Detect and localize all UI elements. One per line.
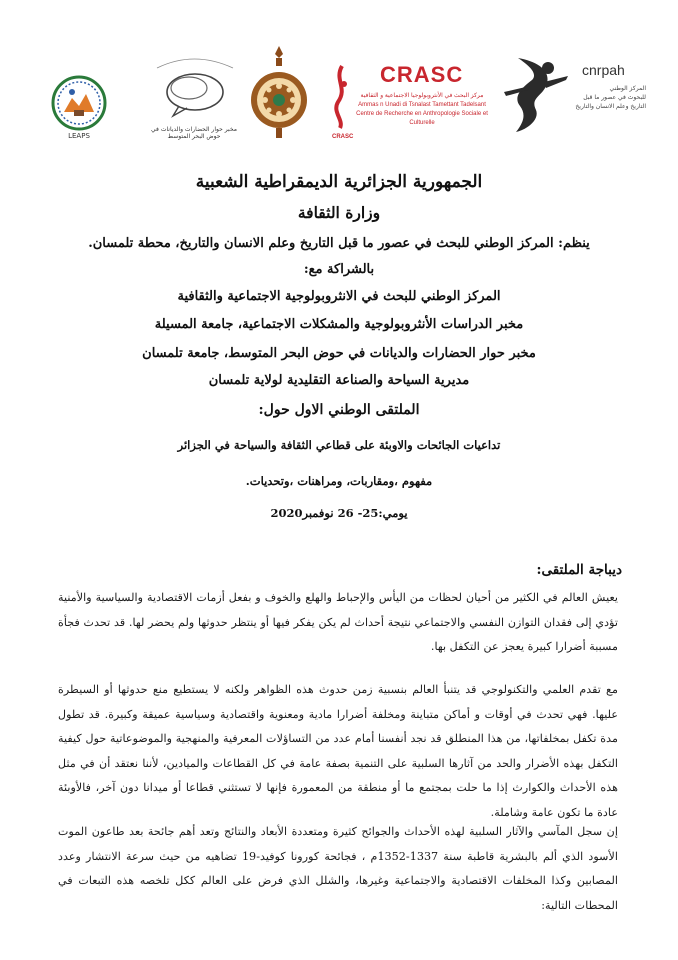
forum-title: الملتقى الوطني الاول حول:: [258, 402, 420, 418]
crasc-line-fr: Centre de Recherche en Anthropologie Sociale et Culturelle: [356, 111, 488, 126]
logo-row: [44, 42, 648, 147]
partner-4: مديرية السياحة والصناعة التقليدية لولاية تلمسان: [208, 373, 470, 388]
forum-date: يومي:25- 26 نوفمبر2020: [270, 506, 408, 520]
leaps-logo: [50, 74, 108, 140]
preamble-paragraph-1: [58, 586, 618, 660]
preamble-title: ديباجة الملتقى:: [536, 562, 622, 578]
leaps-caption: LEAPS: [68, 132, 90, 140]
dialogue-bubbles-icon: [149, 48, 239, 126]
forum-subtopic: مفهوم ،ومقاربات، ومراهنات ،وتحديات.: [245, 474, 433, 488]
forum-topic: تداعيات الجائحات والاوبئة على قطاعي الثقافة والسياحة في الجزائر: [177, 438, 501, 452]
crasc-small-label: CRASC: [332, 134, 354, 140]
partner-2: مخبر الدراسات الأنثروبولوجية والمشكلات الاجتماعية، جامعة المسيلة: [154, 317, 524, 332]
paragraph-text: إن سجل المآسي والآثار السلبية لهذه الأحداث والجوائح كثيرة ومتعددة الأبعاد والنتائج وتعد أهم جائحة بعد طاعون الموت الأسود الذي ألم بالبشرية قاطبة سنة 1337-1352م ، فجائحة كورونا كوفيد-19 تضاهيه من حيث سرعة الانتشار وعدد المصابين وكذا المخلفات الاقتصادية والاجتماعية وغيرها، والشلل الذي فرض على العالم ككل تلخصه هذه التبعات في المحطات التالية:: [58, 825, 618, 912]
ornament-emblem: [248, 44, 310, 144]
preamble-paragraph-2: [58, 678, 618, 825]
crasc-side-mark: [330, 62, 352, 132]
crasc-side-icon: [330, 62, 352, 132]
crasc-line-ber: Ammas n Unadi di Tsnalast Tamettant Tadelsant: [358, 102, 486, 108]
cnrpah-name: cnrpah: [582, 62, 625, 78]
partnership-label: بالشراكة مع:: [303, 262, 375, 277]
ministry-title: وزارة الثقافة: [297, 203, 381, 222]
paragraph-text: مع تقدم العلمي والتكنولوجي قد يتنبأ العالم بنسبية زمن حدوث هذه الظواهر ولكنه لا يستطيع منع حدوثها أو السيطرة عليها. فهي تحدث في أوقات و أماكن متباينة ومخلفة أضرارا مادية ومعنوية واقتصادية وسياسية عميقة وكبيرة. قد تطول مدة تكفل بمخلفاتها، من هذا المنطلق قد نجد أنفسنا أمام عدد من التساؤلات المعرفية والمنهجية والموضوعاتية حول كيفية التكفل بهذه الأضرار والحد من آثارها السلبية على التنمية بصفة عامة في كل القطاعات والميادين، لأننا نعتقد أن في مثل هذه الأحداث والكوارث إذا ما حلت بمجتمع ما أو منطقة من المعمورة فإنها لا تستثني قطاعا أو ميدانا دون آخر، فالأوبئة عادة ما تكون عامة وشاملة.: [58, 683, 618, 819]
preamble-paragraph-3: [58, 820, 618, 918]
cnrpah-line-1: المركز الوطني: [609, 85, 646, 92]
partner-3: مخبر حوار الحضارات والديانات في حوض البحر المتوسط، جامعة تلمسان: [142, 346, 536, 361]
ornament-emblem-icon: [248, 44, 310, 144]
lab-dialogue-caption: مخبر حوار الحضارات والديانات في حوض البحر المتوسط: [151, 126, 237, 140]
leaps-emblem-icon: [50, 74, 108, 132]
republic-title: الجمهورية الجزائرية الديمقراطية الشعبية: [195, 172, 483, 192]
crasc-lines: [354, 92, 490, 128]
dancing-figure-icon: [496, 52, 576, 134]
organizer-line: ينظم: المركز الوطني للبحث في عصور ما قبل التاريخ وعلم الانسان والتاريخ، محطة تلمسان.: [88, 236, 590, 251]
crasc-name: CRASC: [380, 62, 464, 87]
lab-dialogue-logo: [149, 48, 239, 140]
cnrpah-line-2: للبحوث في عصور ما قبل: [583, 94, 646, 101]
crasc-line-ar: مركز البحث في الأنثروبولوجيا الاجتماعية و الثقافية: [360, 93, 484, 99]
cnrpah-lines: [574, 84, 646, 111]
cnrpah-line-3: التاريخ وعلم الانسان والتاريخ: [575, 103, 646, 110]
paragraph-text: يعيش العالم في الكثير من أحيان لحظات من اليأس والإحباط والهلع والخوف و بفعل أزمات الاقتصادية والسياسية والأمنية تؤدي إلى فقدان التوازن النفسي والاجتماعي نتيجة أحداث لم يكن يفكر فيها أو ينتظر حدوثها ولم يحضر لها. قد تحدث فجأة مسببة أضرارا كبيرة يعجز عن التكفل بها.: [58, 591, 618, 653]
partner-1: المركز الوطني للبحث في الانثروبولوجية الاجتماعية والثقافية: [177, 289, 501, 304]
